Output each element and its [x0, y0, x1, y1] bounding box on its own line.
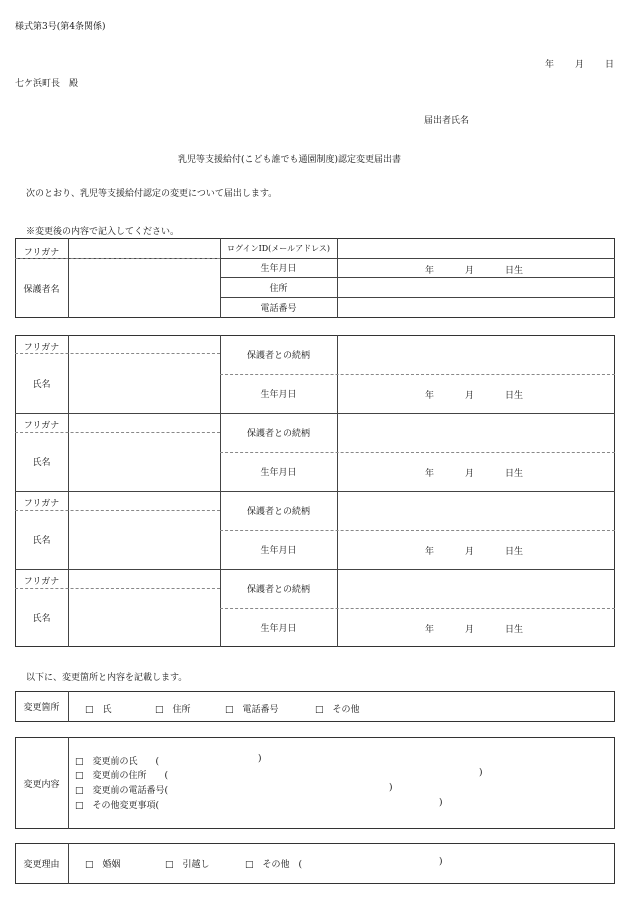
- option-phone[interactable]: □ 電話番号: [225, 705, 279, 715]
- login-id-label: ログインID(メールアドレス): [226, 243, 330, 253]
- change-reason-label: 変更理由: [23, 860, 60, 870]
- reason-other-close: ): [439, 857, 443, 867]
- login-id-field[interactable]: [338, 239, 614, 257]
- guardian-furigana-field[interactable]: [69, 244, 219, 258]
- child-2-birth-month: 月: [465, 469, 475, 479]
- child-3-name-label: 氏名: [32, 536, 51, 546]
- child-4-furigana-field[interactable]: [69, 573, 219, 587]
- addressee: 七ケ浜町長 殿: [15, 79, 79, 89]
- child-1-birth-year: 年: [425, 391, 435, 401]
- child-4-relation-label: 保護者との続柄: [246, 585, 310, 595]
- guardian-birth-year: 年: [425, 266, 435, 276]
- guardian-address-field[interactable]: [338, 278, 614, 296]
- guardian-furigana-label: フリガナ: [23, 247, 60, 258]
- child-4-furigana-label: フリガナ: [23, 576, 60, 587]
- child-2-birth-year: 年: [425, 469, 435, 479]
- child-2-relation-label: 保護者との続柄: [246, 429, 310, 439]
- child-2-birth-day: 日生: [505, 469, 524, 479]
- child-1-name-field[interactable]: [69, 354, 219, 412]
- child-3-relation-field[interactable]: [338, 492, 614, 529]
- before-phone-close: ): [389, 783, 393, 793]
- child-4-name-label: 氏名: [32, 614, 51, 624]
- child-2-relation-field[interactable]: [338, 414, 614, 451]
- child-2-name-field[interactable]: [69, 433, 219, 490]
- change-intro: 以下に、変更箇所と内容を記載します。: [26, 673, 188, 683]
- child-2-birthdate-label: 生年月日: [260, 468, 297, 478]
- child-4-birthdate-label: 生年月日: [260, 624, 297, 634]
- before-surname-close: ): [258, 754, 262, 764]
- guardian-birthdate-label: 生年月日: [260, 264, 297, 274]
- guardian-phone-field[interactable]: [338, 298, 614, 317]
- child-3-relation-label: 保護者との続柄: [246, 507, 310, 517]
- child-4-birth-day: 日生: [505, 625, 524, 635]
- before-phone-line[interactable]: □ 変更前の電話番号(: [75, 786, 169, 796]
- option-address[interactable]: □ 住所: [155, 705, 191, 715]
- child-2-name-label: 氏名: [32, 458, 51, 468]
- reason-other[interactable]: □ その他 (: [245, 860, 303, 870]
- form-number: 様式第3号(第4条関係): [15, 22, 106, 32]
- before-address-close: ): [479, 768, 483, 778]
- option-other[interactable]: □ その他: [315, 705, 360, 715]
- child-1-birth-month: 月: [465, 391, 475, 401]
- child-3-birthdate-label: 生年月日: [260, 546, 297, 556]
- change-location-label: 変更箇所: [23, 703, 60, 713]
- guardian-phone-label: 電話番号: [260, 304, 297, 314]
- child-4-name-field[interactable]: [69, 589, 219, 646]
- child-4-relation-field[interactable]: [338, 570, 614, 607]
- child-1-birthdate-label: 生年月日: [260, 390, 297, 400]
- submitter-label: 届出者氏名: [424, 116, 470, 126]
- reason-marriage[interactable]: □ 婚姻: [85, 860, 121, 870]
- child-3-birth-day: 日生: [505, 547, 524, 557]
- child-2-furigana-field[interactable]: [69, 417, 219, 431]
- change-content-label: 変更内容: [23, 779, 60, 790]
- guardian-birth-month: 月: [465, 266, 475, 276]
- other-change-close: ): [439, 798, 443, 808]
- child-1-relation-label: 保護者との続柄: [246, 351, 310, 361]
- date-month: 月: [575, 60, 585, 70]
- note-text: ※変更後の内容で記入してください。: [26, 227, 180, 237]
- child-1-furigana-label: フリガナ: [23, 342, 60, 353]
- child-1-name-label: 氏名: [32, 379, 51, 390]
- date-year: 年: [545, 60, 555, 70]
- guardian-name-field[interactable]: [69, 259, 219, 317]
- form-title: 乳児等支援給付(こども誰でも通園制度)認定変更届出書: [178, 155, 402, 165]
- intro-text: 次のとおり、乳児等支援給付認定の変更について届出します。: [26, 189, 278, 199]
- before-surname-line[interactable]: □ 変更前の氏 (: [75, 757, 160, 767]
- child-4-birth-year: 年: [425, 625, 435, 635]
- reason-moving[interactable]: □ 引越し: [165, 860, 210, 870]
- option-surname[interactable]: □ 氏: [85, 705, 112, 715]
- guardian-birth-day: 日生: [505, 266, 524, 276]
- other-change-line[interactable]: □ その他変更事項(: [75, 801, 160, 811]
- guardian-address-label: 住所: [269, 283, 288, 294]
- child-3-name-field[interactable]: [69, 511, 219, 568]
- child-3-birth-month: 月: [465, 547, 475, 557]
- guardian-name-label: 保護者名: [23, 284, 60, 295]
- child-4-birth-month: 月: [465, 625, 475, 635]
- child-1-birth-day: 日生: [505, 391, 524, 401]
- child-3-furigana-field[interactable]: [69, 495, 219, 509]
- child-2-furigana-label: フリガナ: [23, 420, 60, 431]
- before-address-line[interactable]: □ 変更前の住所 (: [75, 771, 169, 781]
- child-1-furigana-field[interactable]: [69, 339, 219, 353]
- child-3-furigana-label: フリガナ: [23, 498, 60, 509]
- child-3-birth-year: 年: [425, 547, 435, 557]
- date-day: 日: [605, 60, 615, 70]
- child-1-relation-field[interactable]: [338, 336, 614, 373]
